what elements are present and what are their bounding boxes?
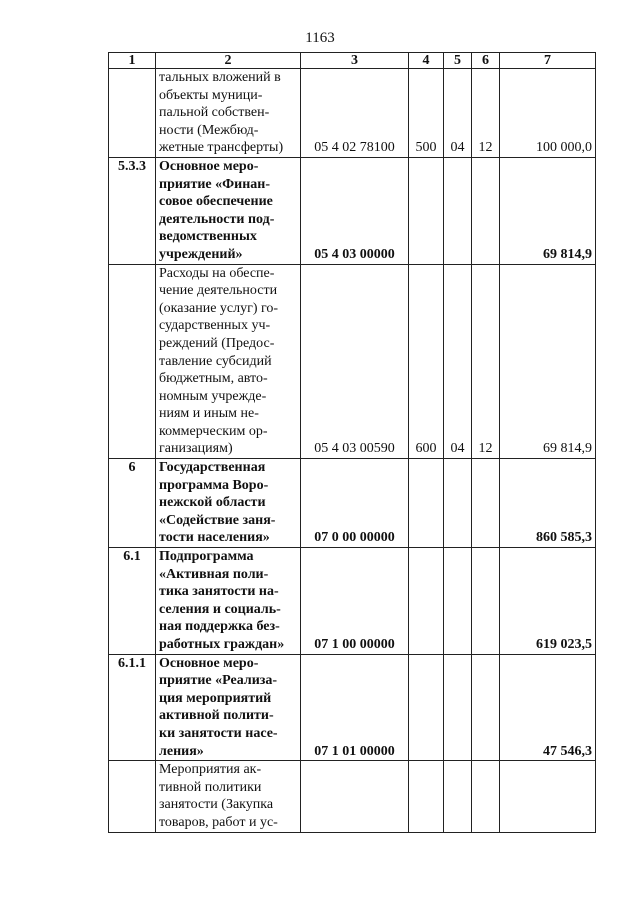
budget-code [301,761,409,832]
expense-type-code [409,548,444,655]
expense-type-code [409,459,444,548]
budget-code: 05 4 02 78100 [301,69,409,158]
amount: 100 000,0 [500,69,596,158]
row-number [109,264,156,459]
table-row [109,761,596,832]
amount: 69 814,9 [500,264,596,459]
table-row [109,157,596,264]
section-code: 04 [444,69,472,158]
row-number: 5.3.3 [109,157,156,264]
table-row [109,264,596,459]
subsection-code [472,157,500,264]
budget-code: 07 1 00 00000 [301,548,409,655]
item-name: Мероприятия ак- тивной политики занятости (Закупка товаров, работ и ус- [156,761,301,832]
item-name: Подпрограмма «Активная поли- тика занятости на- селения и социаль- ная поддержка без- работных граждан» [156,548,301,655]
table-row [109,548,596,655]
budget-code: 07 1 01 00000 [301,654,409,761]
section-code [444,761,472,832]
amount: 860 585,3 [500,459,596,548]
row-number [109,761,156,832]
section-code: 04 [444,264,472,459]
page-number: 1163 [305,30,335,46]
section-code [444,459,472,548]
amount: 47 546,3 [500,654,596,761]
budget-code: 05 4 03 00590 [301,264,409,459]
expense-type-code [409,761,444,832]
row-number: 6.1 [109,548,156,655]
table-row [109,654,596,761]
amount [500,761,596,832]
budget-code: 05 4 03 00000 [301,157,409,264]
column-header: 4 [409,53,444,69]
expense-type-code [409,157,444,264]
subsection-code: 12 [472,264,500,459]
row-number: 6.1.1 [109,654,156,761]
row-number: 6 [109,459,156,548]
budget-table [108,52,596,833]
header-row [109,53,596,69]
table-row [109,459,596,548]
subsection-code [472,548,500,655]
column-header: 3 [301,53,409,69]
subsection-code [472,654,500,761]
table-row [109,69,596,158]
column-header: 1 [109,53,156,69]
item-name: Государственная программа Воро- нежской области «Содействие заня- тости населения» [156,459,301,548]
expense-type-code [409,654,444,761]
item-name: Основное меро- приятие «Финан- совое обеспечение деятельности под- ведомственных учреждений» [156,157,301,264]
column-header: 7 [500,53,596,69]
subsection-code: 12 [472,69,500,158]
column-header: 2 [156,53,301,69]
section-code [444,548,472,655]
budget-code: 07 0 00 00000 [301,459,409,548]
expense-type-code: 600 [409,264,444,459]
item-name: Расходы на обеспе- чение деятельности (оказание услуг) го- сударственных уч- реждений (Предос- тавление субсидий бюджетным, авто- номным учрежде- ниям и иным не- коммерческим ор- ганизациям) [156,264,301,459]
column-header: 6 [472,53,500,69]
item-name: Основное меро- приятие «Реализа- ция мероприятий активной полити- ки занятости насе- ления» [156,654,301,761]
item-name: тальных вложений в объекты муници- пальной собствен- ности (Межбюд- жетные трансферты) [156,69,301,158]
amount: 69 814,9 [500,157,596,264]
section-code [444,157,472,264]
expense-type-code: 500 [409,69,444,158]
column-header: 5 [444,53,472,69]
subsection-code [472,761,500,832]
row-number [109,69,156,158]
subsection-code [472,459,500,548]
amount: 619 023,5 [500,548,596,655]
section-code [444,654,472,761]
